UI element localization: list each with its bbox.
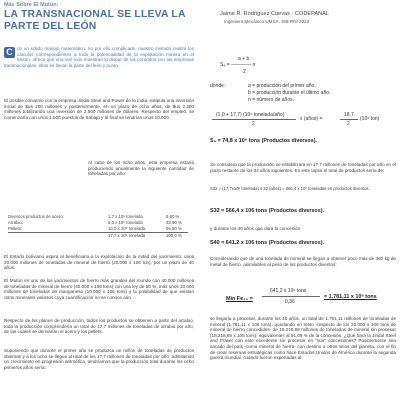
definition-a: a = producción del primer año. xyxy=(248,83,316,89)
right-result-1: S32 = 566,4 x 106 tons (Productos diversos). xyxy=(210,208,325,214)
drop-cap: C xyxy=(4,47,15,58)
table-row: 17,7 x 10⁶ tonelada 100,0 % xyxy=(108,233,182,238)
right-calculation-1: S32 = (17,7x10⁶ tonelada) x 32 (años) = 566,4 x 10⁶ toneladas en productos diversos. xyxy=(210,186,370,191)
production-table xyxy=(8,214,188,239)
fraction-bar xyxy=(262,296,320,297)
left-paragraph-5: Respecto de los planes de producción, todos los productos se obtienen a partir del arrabio, toda la producción comprendería un total de 17,7 millones de toneladas de arrabio por año, de las cuales se derivarían el acero y los pellets. xyxy=(4,318,194,335)
author-name: Jaime R. Rodríguez Cuevas · CODEPANAL xyxy=(220,11,330,17)
left-paragraph-4: El Mutún es uno de los yacimientos de hierro más grandes del mundo con 40.000 millones de toneladas de mineral de hierro (40.000 x 106 tons) con una ley de 50 %, más unos 10.000 millones de toneladas de manganeso (10.000 x 106 tons) y la posibilidad de que existan otros minerales valiosos cuya cuantificación no se conoce aún. xyxy=(4,278,194,300)
equation-2-middle: x (años) = xyxy=(300,116,323,122)
left-paragraph-6: Suponiendo que durante el primer año se produzca un millón de toneladas de productos diversos y a los ocho se llegue al total de los 17,7 millones de toneladas por año, admitiendo un crecimiento en progresión aritmética, tendríamos que la producción total durante los ocho primeros años sería: xyxy=(4,348,194,370)
min-fe-denominator: 0,36 xyxy=(285,299,295,305)
equation-sum: S₈ = ———— n xyxy=(220,62,256,68)
definition-b: b = producción durante el último año. xyxy=(248,90,331,96)
fraction-bar xyxy=(212,119,296,120)
equation-2-result: S₈ = 74,8 x 10⁶ tons (Productos diversos). xyxy=(210,138,318,144)
article-kicker: Más Sobre El Mutún: xyxy=(4,2,59,8)
definition-n: n = número de años. xyxy=(248,97,295,103)
equation-2-denominator: 2 xyxy=(252,121,255,127)
where-label: donde: xyxy=(210,83,226,89)
right-result-2: S40 = 641,2 x 106 tons (Productos diversos). xyxy=(210,240,325,246)
min-fe-result: = 1.781,11 x 10⁶ tons xyxy=(324,294,377,300)
left-paragraph-3: El Estado boliviano aspira al beneficiario a la explotación de la mitad del yacimiento, unos 20.000 millones de toneladas de mineral de hierro (20.000 x 106 ton), por un plazo de 40 años. xyxy=(4,254,194,271)
fraction-bar xyxy=(340,119,358,120)
min-fe-label: Min Fe₄₀ = xyxy=(226,296,253,302)
right-paragraph-1: Se considera que la producción se estabilizará en 17,7 millones de toneladas por año en el plazo restante de los 32 años siguientes. En este lapso el total de productos sería de: xyxy=(210,162,396,173)
article-title: LA TRANSNACIONAL SE LLEVA LA PARTE DEL LEÓN xyxy=(4,9,186,32)
equation-sum-numerator: a + b xyxy=(238,56,250,62)
table-row: Diversos productos de acero: 1,7 x 10⁶ tonelada 9,60 % xyxy=(8,214,180,219)
right-paragraph-3: Considerando que de una tonelada de mineral se llegan a obtener poco más de 360 kg de metal de hierro, asimilables al peso de los productos diversos: xyxy=(210,256,396,267)
equation-2-numerator: (1,0 + 17,7) (10⁶ tonelada/año) xyxy=(216,112,285,118)
author-role: Ingeniero Mecánico UMSA. SIB RNI 2223 xyxy=(224,19,310,24)
intro-text: on un sólido manejo matemático, no por ello complicado, nuestro invitado realiza los cálculos correspondientes a toda la potencialidad de la explotación minera en el Mutún, ofrece que una vez más muestran lo dispar de los contratos con las empresas transnacionales, ellas se llevan la parte del león y punto. xyxy=(4,46,194,68)
equation-sum-denominator: 2 xyxy=(243,69,246,75)
right-paragraph-2: y durante los 40 años que dura la concesión xyxy=(210,226,301,231)
left-column-intro xyxy=(4,46,194,68)
equation-2-tail: (10⁶ ton) xyxy=(360,116,380,122)
right-paragraph-4: se llegaría a procesar, durante los 40 años, un total de 1.781,11 millones de toneladas de mineral (1.781,11 x 106 tons), quedando un resto -respecto de los 20.000 x 106 tons de mineral de hierro concedidos- de 18.218,89 millones de toneladas de mineral sin procesar (18.218,89 x 106 tons), equivalentes al 91,09 % de la concesión. ¿Qué hará la Jindal Steel and Power con este excedente sin procesar en "sus" concesiones? Posiblemente sea sacado del país -como mineral de hierro- con destino a otros sitios del planeta, con el fin de crear reservas estratégicas como hace Estados Unidos de América durante la segunda guerra mundial, cuando fueron exportadas al xyxy=(210,316,396,361)
equation-2-numerator-2: 18,7 xyxy=(344,112,354,118)
table-row: Arrabio: 6,0 x 10⁶ tonelada 33,90 % xyxy=(8,220,182,225)
left-paragraph-1: El posible convenio con la empresa Jindal Steel and Power de la India, estipula una inversión inicial de $us 200 millones y posteriormente, en un plazo de ocho años, de $us 2.300 millones totalizando una inversión de 2.500 millones de dólares. Respecto del empleo, se comenzaría con unos 1.500 puestos de trabajo y al final se tendrían unos 10.000. xyxy=(4,98,194,120)
min-fe-numerator: 641,2 x 10⁶ tons xyxy=(270,288,307,294)
left-paragraph-2: Al cabo de los ocho años, esta empresa estaría produciendo anualmente la siguiente cantidad de toneladas por año: xyxy=(88,160,194,177)
table-row: Pellets: 10,0 x 10⁶ tonelada 56,50 % xyxy=(8,226,188,233)
equation-2-denominator-2: 2 xyxy=(347,121,350,127)
